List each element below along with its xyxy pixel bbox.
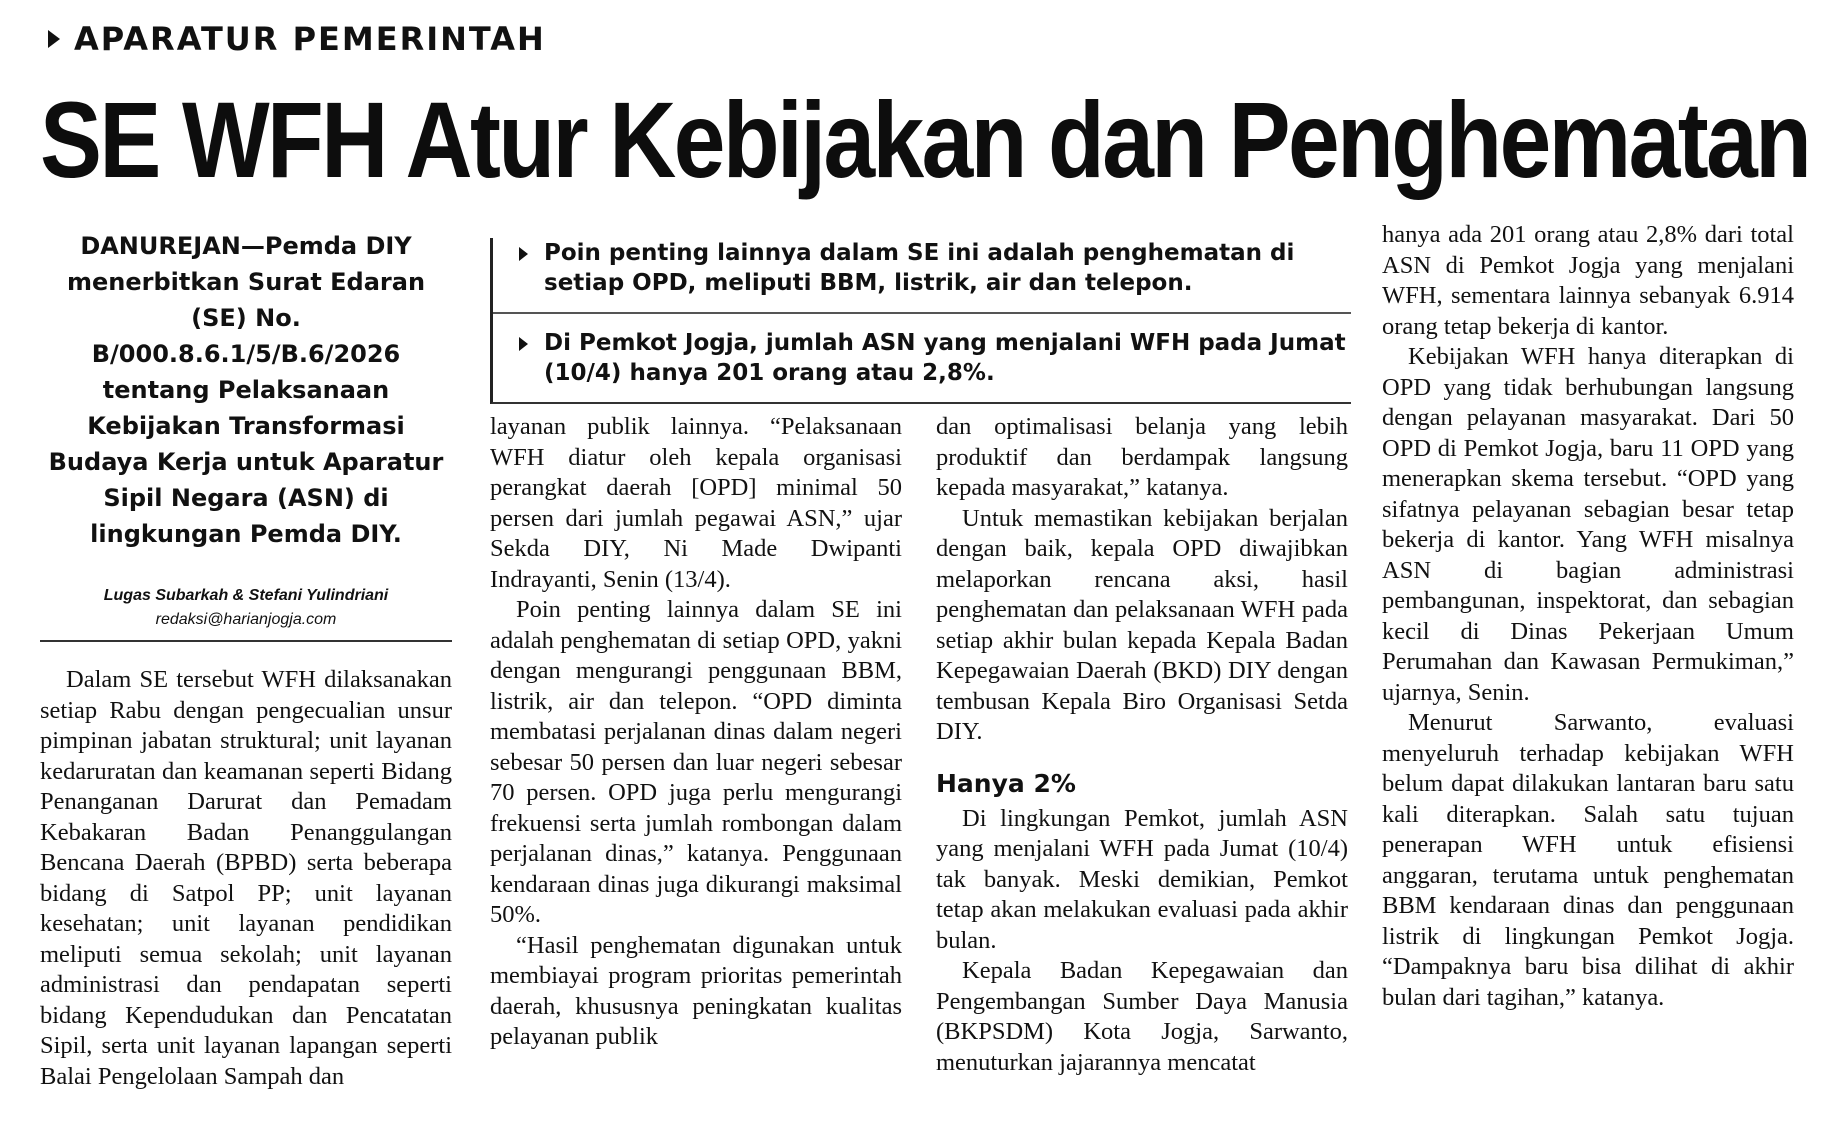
column-1	[40, 665, 452, 1092]
paragraph: “Hasil penghematan digunakan untuk membiayai program prioritas pemerintah daerah, khususnya peningkatan kualitas pelayanan publik	[490, 931, 902, 1050]
paragraph: Kepala Badan Kepegawaian dan Pengembangan Sumber Daya Manusia (BKPSDM) Kota Jogja, Sarwanto, menuturkan jajarannya mencatat	[936, 957, 1348, 1076]
highlight-item	[493, 238, 1351, 314]
paragraph: Kebijakan WFH hanya diterapkan di OPD yang tidak berhubungan langsung dengan pelayanan masyarakat. Dari 50 OPD di Pemkot Jogja, baru 11 OPD yang menerapkan skema tersebut. “OPD yang sifatnya pelayanan sebagian besar tetap bekerja di kantor. Yang WFH misalnya ASN di bagian administrasi pembangunan, inspektorat, dan sebagian kecil di Dinas Pekerjaan Umum Perumahan dan Kawasan Permukiman,” ujarnya, Senin.	[1382, 343, 1794, 706]
triangle-bullet-icon	[48, 30, 60, 48]
highlights-box	[490, 238, 1351, 404]
paragraph: hanya ada 201 orang atau 2,8% dari total ASN di Pemkot Jogja yang menjalani WFH, sementara lainnya sebanyak 6.914 orang tetap bekerja di kantor.	[1382, 221, 1794, 340]
highlight-item	[493, 314, 1351, 402]
byline	[40, 584, 452, 632]
paragraph: Dalam SE tersebut WFH dilaksanakan setiap Rabu dengan pengecualian unsur pimpinan jabatan struktural; unit layanan kedaruratan dan keamanan seperti Bidang Penanganan Darurat dan Pemadam Kebakaran Badan Penanggulangan Bencana Daerah (BPBD) serta beberapa bidang di Satpol PP; unit layanan kesehatan; unit layanan pendidikan meliputi semua sekolah; unit layanan administrasi dan pendapatan seperti bidang Kependudukan dan Pencatatan Sipil, serta unit layanan lapangan seperti Balai Pengelolaan Sampah dan	[40, 666, 452, 1090]
paragraph: Menurut Sarwanto, evaluasi menyeluruh terhadap kebijakan WFH belum dapat dilakukan lantaran baru satu kali diterapkan. Salah satu tujuan penerapan WFH untuk efisiensi anggaran, terutama untuk penghematan BBM kendaraan dinas dan penggunaan listrik di lingkungan Pemkot Jogja. “Dampaknya baru bisa dilihat di akhir bulan dari tagihan,” katanya.	[1382, 709, 1794, 1011]
paragraph: Di lingkungan Pemkot, jumlah ASN yang menjalani WFH pada Jumat (10/4) tak banyak. Meski demikian, Pemkot tetap akan melakukan evaluasi pada akhir bulan.	[936, 804, 1348, 954]
column-2	[490, 412, 902, 1053]
highlight-text: Poin penting lainnya dalam SE ini adalah penghematan di setiap OPD, meliputi BBM, listrik, air dan telepon.	[544, 240, 1295, 296]
byline-divider	[40, 640, 452, 642]
paragraph: layanan publik lainnya. “Pelaksanaan WFH diatur oleh kepala organisasi perangkat daerah [OPD] minimal 50 persen dari jumlah pegawai ASN,” ujar Sekda DIY, Ni Made Dwipanti Indrayanti, Senin (13/4).	[490, 413, 902, 593]
triangle-bullet-icon	[519, 337, 528, 351]
paragraph: dan optimalisasi belanja yang lebih produktif dan berdampak langsung kepada masyarakat,” katanya.	[936, 413, 1348, 501]
column-4	[1382, 220, 1794, 1013]
byline-email: redaksi@harianjogja.com	[155, 611, 337, 628]
section-label: APARATUR PEMERINTAH	[74, 20, 546, 58]
byline-authors: Lugas Subarkah & Stefani Yulindriani	[103, 587, 389, 604]
lead-paragraph: DANUREJAN—Pemda DIY menerbitkan Surat Edaran (SE) No. B/000.8.6.1/5/B.6/2026 tentang Pelaksanaan Kebijakan Transformasi Budaya Kerja untuk Aparatur Sipil Negara (ASN) di lingkungan Pemda DIY.	[48, 232, 444, 548]
triangle-bullet-icon	[519, 247, 528, 261]
column-3	[936, 412, 1348, 1078]
highlight-text: Di Pemkot Jogja, jumlah ASN yang menjalani WFH pada Jumat (10/4) hanya 201 orang atau 2,8%.	[544, 330, 1346, 386]
paragraph: Untuk memastikan kebijakan berjalan dengan baik, kepala OPD diwajibkan melaporkan rencana aksi, hasil penghematan dan pelaksanaan WFH pada setiap akhir bulan kepada Kepala Badan Kepegawaian Daerah (BKD) DIY dengan tembusan Kepala Biro Organisasi Setda DIY.	[936, 504, 1348, 745]
paragraph: Poin penting lainnya dalam SE ini adalah penghematan di setiap OPD, yakni dengan mengurangi penggunaan BBM, listrik, air dan telepon. “OPD diminta membatasi perjalanan dinas dalam negeri sebesar 50 persen dan luar negeri sebesar 70 persen. OPD juga perlu mengurangi frekuensi serta jumlah rombongan dalam perjalanan dinas,” katanya. Penggunaan kendaraan dinas juga dikurangi maksimal 50%.	[490, 596, 902, 928]
subheading: Hanya 2%	[936, 768, 1076, 798]
section-kicker	[48, 20, 546, 58]
headline: SE WFH Atur Kebijakan dan Penghematan	[40, 79, 1810, 200]
